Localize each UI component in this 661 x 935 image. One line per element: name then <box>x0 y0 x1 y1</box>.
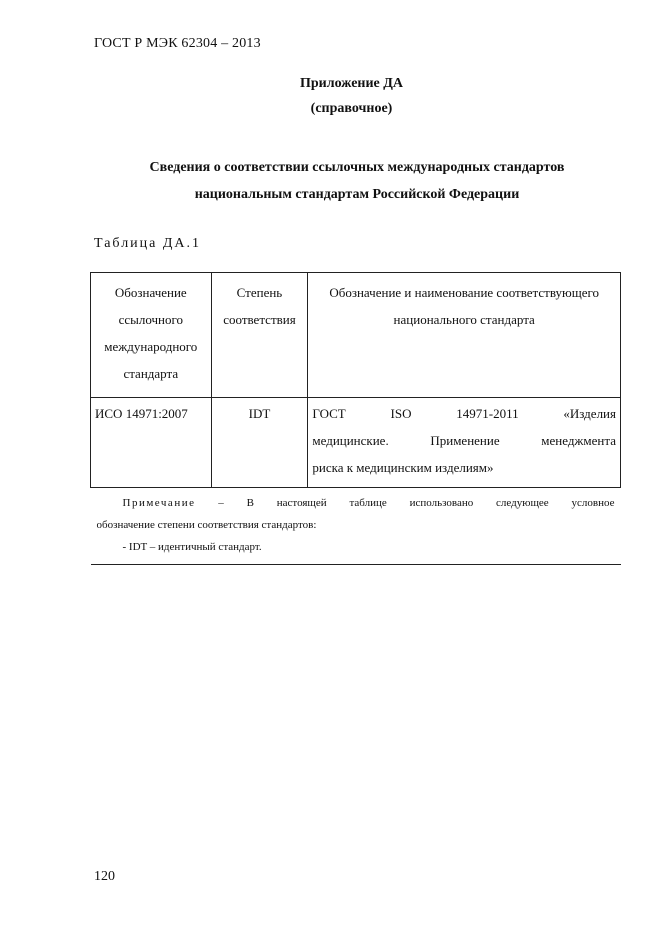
table-note <box>91 488 621 565</box>
national-standard-line2 <box>312 427 616 454</box>
column-header-national-standard: Обозначение и наименование соответствующего национального стандарта <box>308 273 621 398</box>
cell-national-standard <box>308 398 621 488</box>
appendix-subtitle: (справочное) <box>310 101 393 116</box>
word: использовано <box>409 497 474 509</box>
word: «Изделия <box>563 406 616 421</box>
word: Применение <box>430 433 500 448</box>
word: 14971-2011 <box>456 406 519 421</box>
cell-international-standard: ИСО 14971:2007 <box>91 398 212 488</box>
word: таблице <box>349 497 387 509</box>
word: следующее <box>496 497 549 509</box>
note-line2: обозначение степени соответствия стандартов: <box>96 519 317 531</box>
word: менеджмента <box>541 433 616 448</box>
section-title <box>94 154 620 208</box>
word: В <box>246 497 254 509</box>
national-standard-line1 <box>312 400 616 427</box>
word: настоящей <box>276 497 327 509</box>
table-caption: Таблица ДА.1 <box>94 236 202 251</box>
document-header: ГОСТ Р МЭК 62304 – 2013 <box>94 36 261 51</box>
column-header-international-standard: Обозначение ссылочного международного стандарта <box>91 273 212 398</box>
page-number: 120 <box>94 869 115 884</box>
appendix-title: Приложение ДА <box>299 76 404 91</box>
cell-degree: IDT <box>211 398 308 488</box>
column-header-degree: Степень соответствия <box>211 273 308 398</box>
national-standard-line3: риска к медицинским изделиям» <box>312 460 494 475</box>
word: медицинские. <box>312 433 389 448</box>
note-line1 <box>97 492 615 514</box>
note-label: Примечание <box>122 497 196 509</box>
note-bullet: - IDT – идентичный стандарт. <box>122 541 262 553</box>
section-title-line2: национальным стандартам Российской Федерации <box>194 187 520 202</box>
table-row <box>91 398 621 488</box>
correspondence-table <box>90 272 621 565</box>
word: ISO <box>390 406 412 421</box>
word: условное <box>571 497 615 509</box>
section-title-line1: Сведения о соответствии ссылочных международных стандартов <box>149 160 565 175</box>
table-header-row <box>91 273 621 398</box>
note-dash: – <box>218 497 224 509</box>
table-note-row <box>91 488 621 565</box>
word: ГОСТ <box>312 406 346 421</box>
